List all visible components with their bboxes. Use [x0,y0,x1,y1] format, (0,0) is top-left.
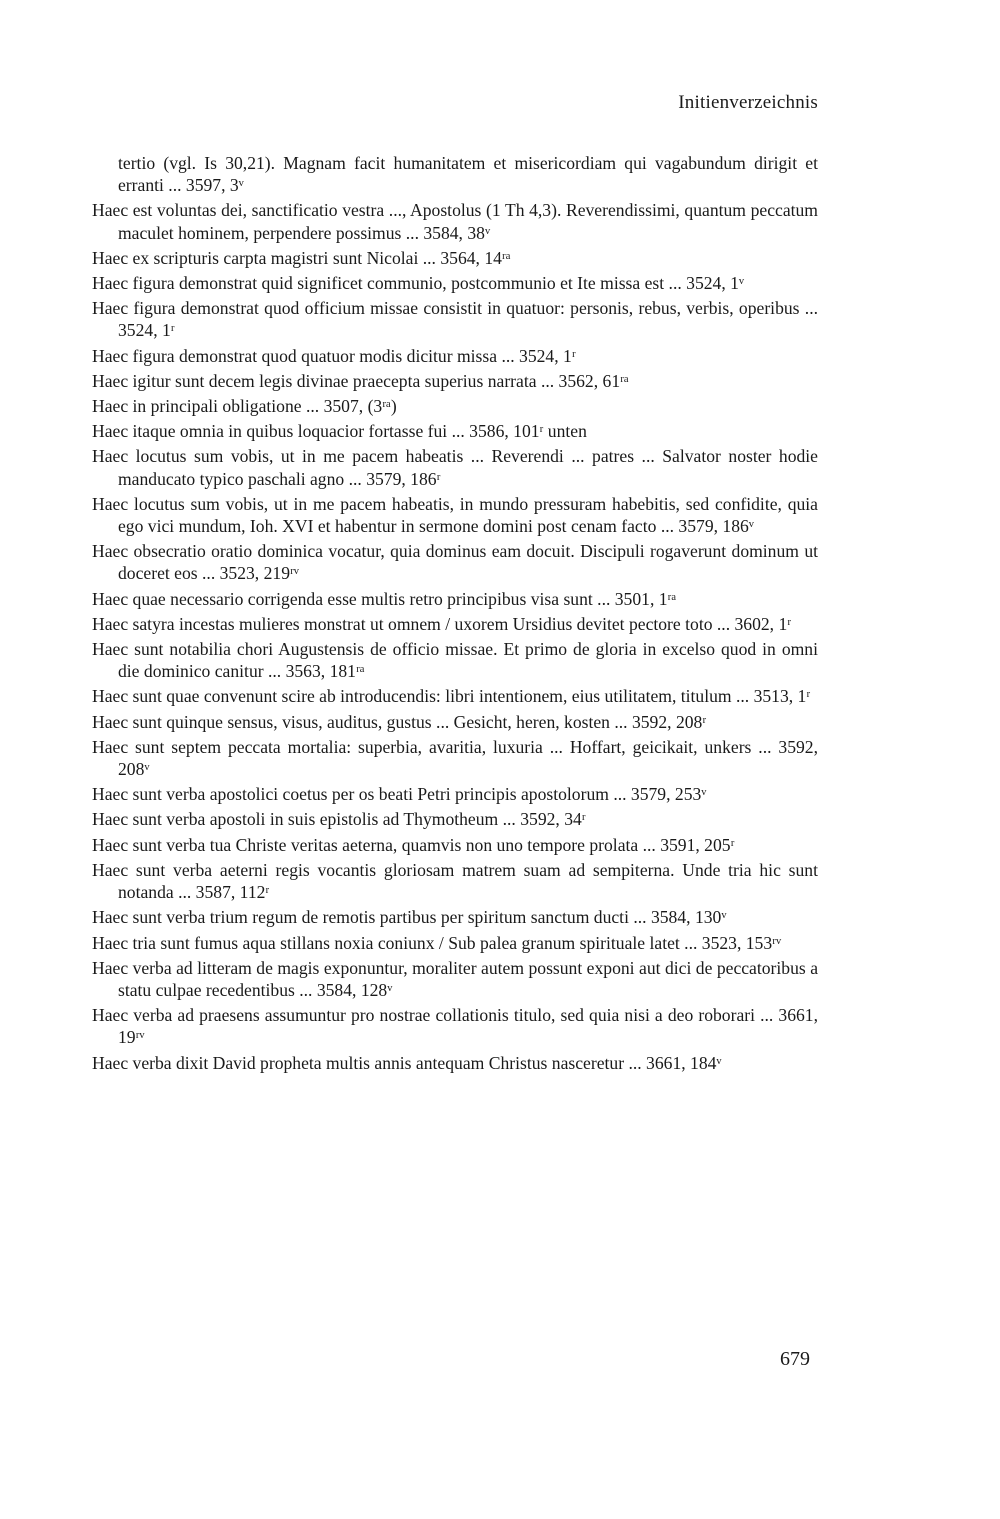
index-entry: Haec obsecratio oratio dominica vocatur, quia dominus eam docuit. Discipuli rogaverunt dominum ut doceret eos ... 3523, 219ʳᵛ [92,541,818,584]
index-entry: Haec verba ad litteram de magis exponuntur, moraliter autem possunt exponi aut dici de peccatoribus a statu culpae recedentibus ... 3584, 128ᵛ [92,957,818,1000]
index-entry: tertio (vgl. Is 30,21). Magnam facit humanitatem et misericordiam qui vagabundum dirigit et erranti ... 3597, 3ᵛ [118,153,818,196]
index-entry: Haec figura demonstrat quod officium missae consistit in quatuor: personis, rebus, verbis, operibus ... 3524, 1ʳ [92,298,818,341]
page-number: 679 [780,1348,810,1370]
index-entry: Haec sunt verba aeterni regis vocantis gloriosam matrem suam ad sempiterna. Unde tria hic sunt notanda ... 3587, 112ʳ [92,859,818,903]
index-entry: Haec sunt quinque sensus, visus, auditus, gustus ... Gesicht, heren, kosten ... 3592, 208ʳ [92,711,707,732]
index-entry: Haec quae necessario corrigenda esse multis retro principibus visa sunt ... 3501, 1ʳᵃ [92,588,677,609]
index-entry: Haec sunt verba tua Christe veritas aeterna, quamvis non uno tempore prolata ... 3591, 205ʳ [92,834,735,855]
index-entry: Haec locutus sum vobis, ut in me pacem habeatis ... Reverendi ... patres ... Salvator noster hodie manducato typico paschali agno ... 3579, 186ʳ [92,446,818,489]
index-entry: Haec sunt verba apostoli in suis epistolis ad Thymotheum ... 3592, 34ʳ [92,809,586,830]
index-entry: Haec satyra incestas mulieres monstrat ut omnem / uxorem Ursidius devitet pectore toto ... 3602, 1ʳ [92,613,792,634]
index-entry: Haec verba ad praesens assumuntur pro nostrae collationis titulo, sed quia nisi a deo roborari ... 3661, 19ʳᵛ [92,1005,818,1048]
index-entry: Haec sunt quae convenunt scire ab introducendis: libri intentionem, eius utilitatem, titulum ... 3513, 1ʳ [92,686,811,707]
index-entry: Haec sunt verba apostolici coetus per os beati Petri principis apostolorum ... 3579, 253ᵛ [92,784,707,805]
index-entry: Haec figura demonstrat quod quatuor modis dicitur missa ... 3524, 1ʳ [92,345,576,366]
index-entry: Haec sunt verba trium regum de remotis partibus per spiritum sanctum ducti ... 3584, 130ᵛ [92,907,727,928]
index-entry: Haec verba dixit David propheta multis annis antequam Christus nasceretur ... 3661, 184ᵛ [92,1052,722,1073]
index-entry: Haec igitur sunt decem legis divinae praecepta superius narrata ... 3562, 61ʳᵃ [92,370,629,391]
index-entry: Haec sunt septem peccata mortalia: superbia, avaritia, luxuria ... Hoffart, geicikait, unkers ... 3592, 208ᵛ [92,736,818,780]
index-entry: Haec ex scripturis carpta magistri sunt Nicolai ... 3564, 14ʳᵃ [92,247,511,268]
running-head: Initienverzeichnis [678,92,818,113]
index-entry-list [92,152,818,1077]
index-entry: Haec est voluntas dei, sanctificatio vestra ..., Apostolus (1 Th 4,3). Reverendissimi, quantum peccatum maculet hominem, perpendere possimus ... 3584, 38ᵛ [92,200,818,243]
index-entry: Haec in principali obligatione ... 3507, (3ʳᵃ) [92,396,397,417]
index-entry: Haec tria sunt fumus aqua stillans noxia coniunx / Sub palea granum spirituale latet ... 3523, 153ʳᵛ [92,932,782,953]
index-entry: Haec itaque omnia in quibus loquacior fortasse fui ... 3586, 101ʳ unten [92,421,587,442]
index-entry: Haec figura demonstrat quid significet communio, postcommunio et Ite missa est ... 3524, 1ᵛ [92,273,745,294]
index-entry: Haec locutus sum vobis, ut in me pacem habeatis, in mundo pressuram habebitis, sed confidite, quia ego vici mundum, Ioh. XVI et habentur in sermone domini post cenam facto ... 3579, 186ᵛ [92,493,818,537]
index-entry: Haec sunt notabilia chori Augustensis de officio missae. Et primo de gloria in excelso quod in omni die dominico canitur ... 3563, 181ʳᵃ [92,639,818,682]
